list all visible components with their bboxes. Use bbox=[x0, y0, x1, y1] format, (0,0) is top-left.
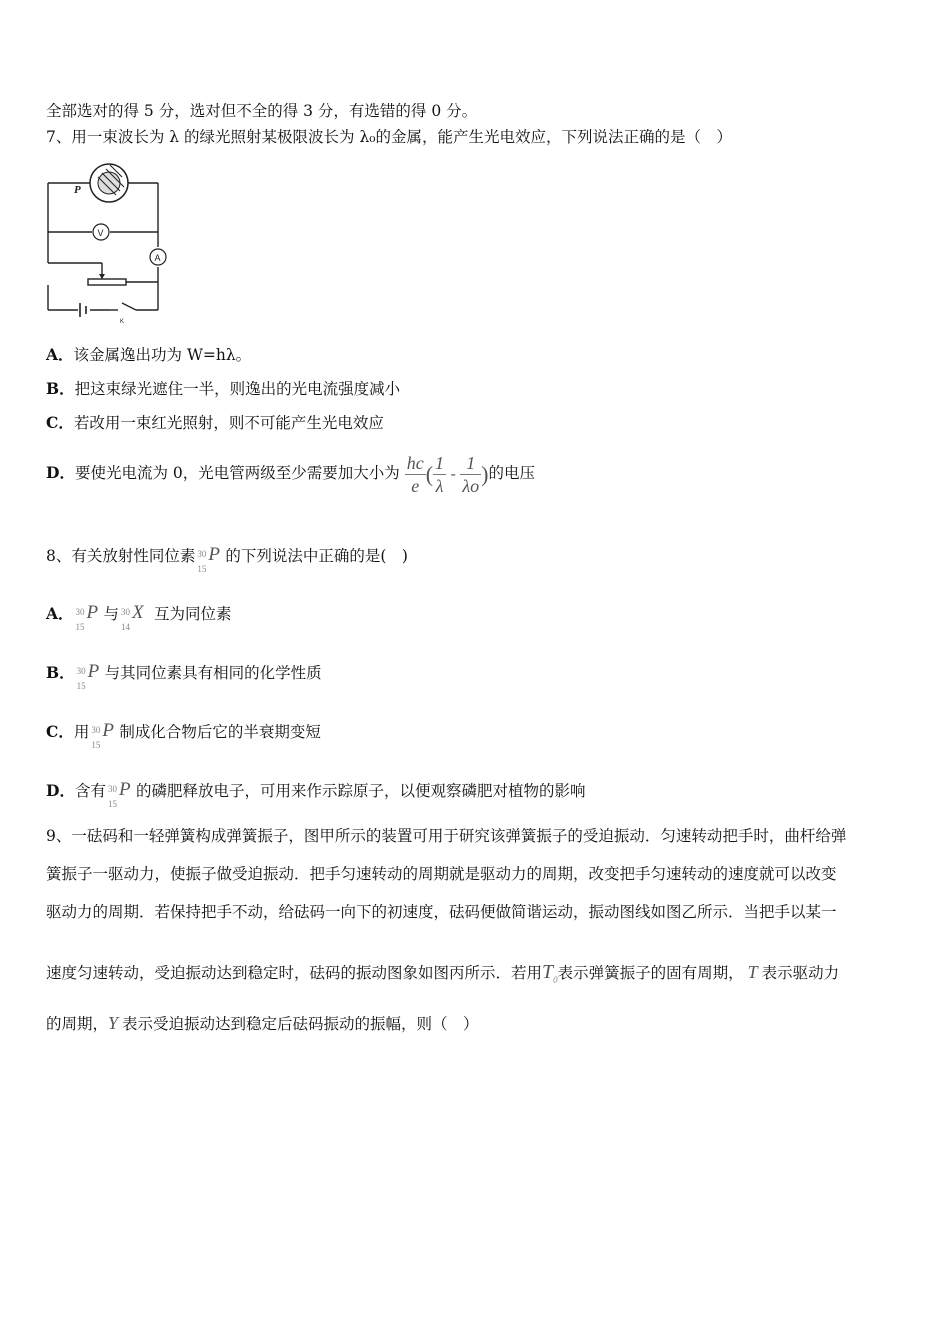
nuclide-mass: 30 bbox=[76, 666, 86, 676]
nuclide-x-atomic: 14 bbox=[121, 622, 131, 632]
hc-over-e bbox=[405, 452, 426, 497]
nuclide-symbol: P bbox=[86, 602, 99, 623]
q9-line-4-b: 表示弹簧振子的固有周期， bbox=[557, 964, 744, 982]
q9-line-4-a: 速度匀速转动，受迫振动达到稳定时，砝码的振动图象如图丙所示．若用 bbox=[46, 964, 543, 982]
q8-option-b-after: 与其同位素具有相同的化学性质 bbox=[104, 664, 322, 682]
symbol-t0-sub: 0 bbox=[553, 975, 558, 985]
q8-stem-b: 的下列说法中正确的是( ) bbox=[225, 547, 408, 565]
q9-line-5-b: 表示受迫振动达到稳定后砝码振动的振幅，则（ ） bbox=[122, 1015, 479, 1033]
q9-line-4-c: 表示驱动力 bbox=[761, 964, 840, 982]
q7-lambda0: λ₀ bbox=[359, 128, 376, 146]
nuclide-p30 bbox=[75, 654, 105, 691]
symbol-t0-letter: T bbox=[542, 961, 554, 983]
q9-line-5-a: 的周期， bbox=[46, 1015, 109, 1033]
q8-stem bbox=[46, 537, 408, 574]
nuclide-atomic: 15 bbox=[91, 740, 101, 750]
nuclide-p30 bbox=[74, 595, 104, 632]
q8-option-d-after: 的磷肥释放电子，可用来作示踪原子，以便观察磷肥对植物的影响 bbox=[135, 782, 586, 800]
nuclide-atomic: 15 bbox=[107, 799, 117, 809]
nuclide-atomic: 15 bbox=[75, 622, 85, 632]
label-p: P bbox=[74, 184, 81, 196]
nuclide-mass: 30 bbox=[197, 549, 207, 559]
q7-option-c-key: C． bbox=[46, 413, 74, 432]
q8-option-b bbox=[46, 654, 322, 691]
q8-option-c bbox=[46, 713, 321, 750]
q7-option-d bbox=[46, 448, 535, 498]
q9-line-3: 驱动力的周期．若保持把手不动，给砝码一向下的初速度，砝码便做简谐运动，振动图线如图乙所示．当把手以某一 bbox=[46, 903, 837, 921]
one-over-lambda bbox=[433, 452, 446, 497]
nuclide-p30 bbox=[195, 537, 225, 574]
q7-option-a-text: 该金属逸出功为 W=hλ。 bbox=[73, 346, 252, 364]
q9-line-1: 9、一砝码和一轻弹簧构成弹簧振子，图甲所示的装置可用于研究该弹簧振子的受迫振动．匀速转动把手时，曲杆给弹 bbox=[46, 827, 847, 845]
q7-option-d-text-before: 要使光电流为 0，光电管两级至少需要加大小为 bbox=[74, 464, 400, 482]
q7-lambda: λ bbox=[169, 128, 180, 146]
q7-option-a bbox=[46, 345, 251, 365]
q7-stem-b: 的绿光照射某极限波长为 bbox=[179, 128, 360, 146]
symbol-t: T bbox=[747, 962, 758, 982]
q9-line-4 bbox=[46, 955, 839, 997]
stopping-voltage-formula bbox=[405, 452, 489, 497]
q8-option-c-key: C． bbox=[46, 722, 74, 741]
q8-option-a-mid: 与 bbox=[103, 605, 120, 623]
q7-stem-a: 7、用一束波长为 bbox=[46, 128, 170, 146]
q9-line-5 bbox=[46, 1010, 479, 1037]
nuclide-atomic: 15 bbox=[76, 681, 86, 691]
nuclide-atomic: 15 bbox=[197, 564, 207, 574]
frac-num-hc: hc bbox=[406, 452, 424, 473]
q7-option-b-key: B． bbox=[46, 379, 75, 398]
nuclide-symbol: P bbox=[118, 779, 131, 800]
one-over-lambda0 bbox=[460, 452, 481, 497]
nuclide-x-mass: 30 bbox=[121, 607, 131, 617]
label-k: K bbox=[120, 319, 125, 325]
nuclide-x30 bbox=[119, 595, 149, 632]
frac-num-one-b: 1 bbox=[460, 452, 481, 475]
label-v: V bbox=[97, 228, 104, 238]
q8-stem-a: 8、有关放射性同位素 bbox=[46, 547, 196, 565]
q7-stem bbox=[46, 127, 732, 147]
nuclide-symbol: P bbox=[208, 544, 220, 565]
q7-option-b bbox=[46, 379, 400, 399]
q8-option-d bbox=[46, 772, 586, 809]
nuclide-p30 bbox=[106, 772, 136, 809]
q8-option-a-after: 互为同位素 bbox=[149, 605, 232, 623]
q7-option-b-text: 把这束绿光遮住一半，则逸出的光电流强度减小 bbox=[74, 380, 401, 398]
symbol-t0 bbox=[542, 961, 558, 983]
q8-option-c-after: 制成化合物后它的半衰期变短 bbox=[119, 723, 321, 741]
label-a: A bbox=[154, 253, 161, 263]
q7-option-a-key: A． bbox=[46, 345, 74, 364]
nuclide-symbol: P bbox=[87, 661, 100, 682]
q8-option-d-before: 含有 bbox=[74, 782, 106, 800]
photoelectric-circuit-diagram bbox=[40, 155, 175, 325]
q7-option-c bbox=[46, 413, 384, 433]
nuclide-p30 bbox=[89, 713, 119, 750]
nuclide-x-symbol: X bbox=[132, 602, 144, 623]
paren-left: ( bbox=[425, 461, 434, 486]
q7-option-d-key: D． bbox=[46, 463, 75, 482]
q7-stem-c: 的金属，能产生光电效应，下列说法正确的是（ ） bbox=[375, 128, 733, 146]
q7-option-d-text-after: 的电压 bbox=[488, 464, 535, 482]
q8-option-d-key: D． bbox=[46, 781, 75, 800]
frac-num-one: 1 bbox=[435, 452, 445, 473]
q8-option-c-before: 用 bbox=[73, 723, 90, 741]
nuclide-mass: 30 bbox=[107, 784, 117, 794]
paren-right: ) bbox=[481, 461, 489, 486]
q9-line-2: 簧振子一驱动力，使振子做受迫振动．把手匀速转动的周期就是驱动力的周期，改变把手匀速转动的速度就可以改变 bbox=[46, 865, 837, 883]
nuclide-mass: 30 bbox=[75, 607, 85, 617]
frac-den-e: e bbox=[411, 475, 420, 496]
frac-den-lambda: λ bbox=[435, 475, 444, 496]
q8-option-a-key: A． bbox=[46, 604, 74, 623]
symbol-y: Y bbox=[108, 1013, 119, 1033]
nuclide-symbol: P bbox=[102, 720, 114, 741]
frac-den-lambda0: λo bbox=[462, 475, 480, 496]
scoring-note: 全部选对的得 5 分，选对但不全的得 3 分，有选错的得 0 分。 bbox=[46, 102, 478, 120]
q8-option-a bbox=[46, 595, 232, 632]
q7-option-c-text: 若改用一束红光照射，则不可能产生光电效应 bbox=[73, 414, 384, 432]
nuclide-mass: 30 bbox=[91, 725, 101, 735]
minus-sign: - bbox=[450, 465, 456, 482]
q8-option-b-key: B． bbox=[46, 663, 75, 682]
